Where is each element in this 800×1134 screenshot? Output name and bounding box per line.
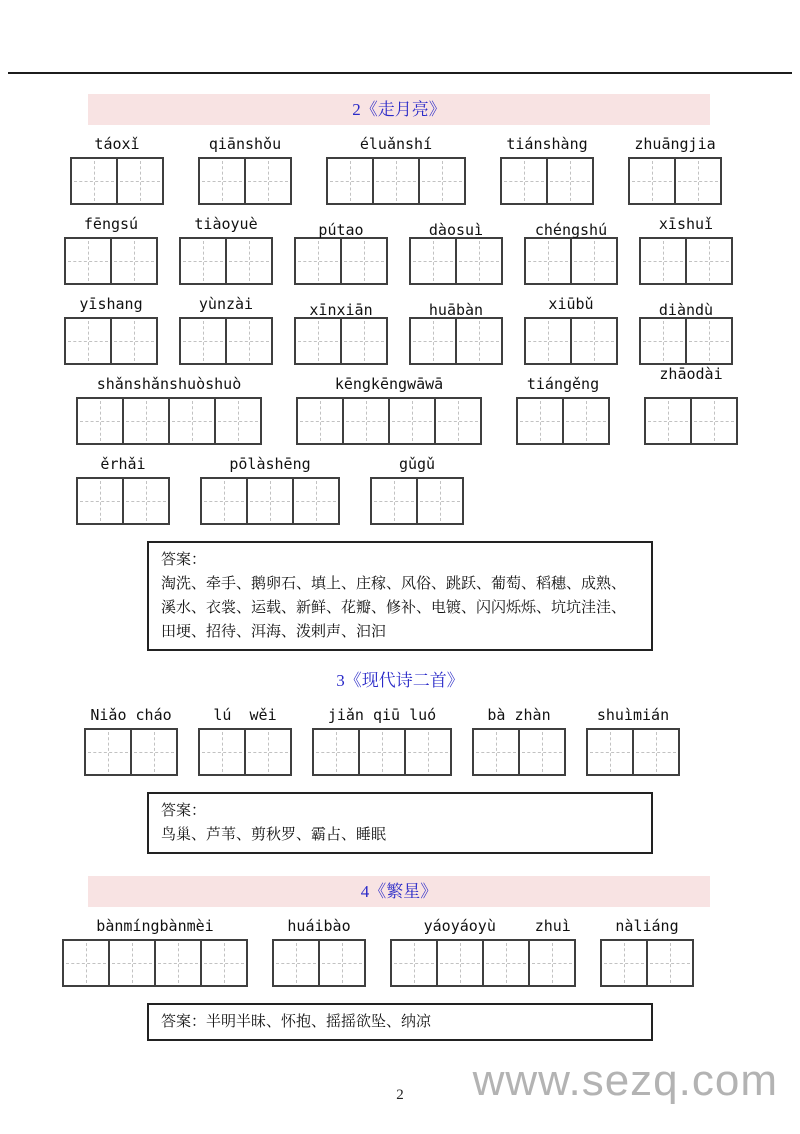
word-item bbox=[409, 294, 503, 365]
grid-cell bbox=[168, 399, 214, 443]
word-item bbox=[472, 705, 566, 776]
grid-cell bbox=[122, 479, 168, 523]
writing-grid bbox=[628, 157, 722, 205]
writing-grid bbox=[70, 157, 164, 205]
grid-cell bbox=[78, 399, 122, 443]
grid-cell bbox=[455, 319, 501, 363]
writing-grid bbox=[326, 157, 466, 205]
writing-grid bbox=[294, 237, 388, 285]
grid-cell bbox=[108, 941, 154, 985]
word-item bbox=[76, 454, 170, 525]
grid-cell bbox=[225, 239, 271, 283]
pinyin-label: nàliáng bbox=[615, 917, 679, 935]
grid-cell bbox=[526, 239, 570, 283]
grid-cell bbox=[388, 399, 434, 443]
writing-grid bbox=[272, 939, 366, 987]
grid-cell bbox=[72, 159, 116, 203]
pinyin-label: lú wěi bbox=[213, 706, 277, 724]
grid-cell bbox=[214, 399, 260, 443]
section-title: 2《走月亮》 bbox=[88, 94, 710, 125]
writing-grid bbox=[390, 939, 576, 987]
word-item bbox=[179, 214, 273, 285]
grid-cell bbox=[372, 479, 416, 523]
answer-box bbox=[147, 541, 653, 651]
grid-cell bbox=[690, 399, 736, 443]
grid-cell bbox=[78, 479, 122, 523]
writing-grid bbox=[472, 728, 566, 776]
pinyin-label: huābàn bbox=[428, 301, 484, 319]
writing-grid bbox=[84, 728, 178, 776]
writing-grid bbox=[179, 317, 273, 365]
pinyin-label: éluǎnshí bbox=[359, 135, 433, 153]
answer-box bbox=[147, 1003, 653, 1041]
grid-cell bbox=[86, 730, 130, 774]
grid-cell bbox=[392, 941, 436, 985]
grid-cell bbox=[434, 399, 480, 443]
pinyin-text: zhuì bbox=[534, 917, 571, 935]
word-item bbox=[272, 916, 366, 987]
word-item bbox=[370, 454, 464, 525]
word-row bbox=[0, 214, 800, 285]
grid-cell bbox=[244, 730, 290, 774]
word-item bbox=[600, 916, 694, 987]
pinyin-label: yīshang bbox=[79, 295, 143, 313]
answer-text: 半明半昧、怀抱、摇摇欲坠、纳凉 bbox=[206, 1014, 432, 1030]
grid-cell bbox=[358, 730, 404, 774]
grid-cell bbox=[340, 239, 386, 283]
pinyin-label: chéngshú bbox=[534, 221, 608, 239]
writing-grid bbox=[294, 317, 388, 365]
pinyin-label: tiángěng bbox=[526, 375, 600, 393]
section-title: 4《繁星》 bbox=[88, 876, 710, 907]
word-item bbox=[296, 374, 482, 445]
word-item bbox=[84, 705, 178, 776]
word-item bbox=[628, 134, 722, 205]
grid-cell bbox=[588, 730, 632, 774]
pinyin-label: yùnzài bbox=[198, 295, 254, 313]
word-row bbox=[0, 365, 800, 445]
pinyin-label: pōlàshēng bbox=[229, 455, 311, 473]
grid-cell bbox=[154, 941, 200, 985]
writing-grid bbox=[62, 939, 248, 987]
writing-grid bbox=[312, 728, 452, 776]
top-rule bbox=[8, 72, 792, 74]
pinyin-label: xiūbǔ bbox=[548, 295, 594, 313]
word-item bbox=[500, 134, 594, 205]
grid-cell bbox=[246, 479, 292, 523]
writing-grid bbox=[409, 237, 503, 285]
word-item bbox=[70, 134, 164, 205]
pinyin-label: shǎnshǎnshuòshuò bbox=[96, 375, 242, 393]
word-row bbox=[0, 454, 800, 525]
grid-cell bbox=[372, 159, 418, 203]
pinyin-label: zhuāngjia bbox=[634, 135, 716, 153]
writing-grid bbox=[524, 237, 618, 285]
grid-cell bbox=[328, 159, 372, 203]
word-item bbox=[198, 134, 292, 205]
grid-cell bbox=[225, 319, 271, 363]
grid-cell bbox=[416, 479, 462, 523]
grid-cell bbox=[318, 941, 364, 985]
grid-cell bbox=[296, 239, 340, 283]
pinyin-label: bà zhàn bbox=[487, 706, 551, 724]
word-item bbox=[179, 294, 273, 365]
pinyin-label: qiānshǒu bbox=[208, 135, 282, 153]
word-item bbox=[524, 294, 618, 365]
writing-grid bbox=[64, 317, 158, 365]
pinyin-label: zhāodài bbox=[659, 365, 723, 383]
pinyin-label: fēngsú bbox=[83, 215, 139, 233]
grid-cell bbox=[66, 239, 110, 283]
word-item bbox=[62, 916, 248, 987]
grid-cell bbox=[202, 479, 246, 523]
grid-cell bbox=[562, 399, 608, 443]
pinyin-label: tiánshàng bbox=[506, 135, 588, 153]
grid-cell bbox=[646, 941, 692, 985]
word-row bbox=[0, 134, 800, 205]
answer-box bbox=[147, 792, 653, 854]
grid-cell bbox=[122, 399, 168, 443]
grid-cell bbox=[418, 159, 464, 203]
grid-cell bbox=[641, 239, 685, 283]
writing-grid bbox=[524, 317, 618, 365]
word-item bbox=[326, 134, 466, 205]
answer-label: 答案： bbox=[161, 803, 207, 819]
writing-grid bbox=[76, 397, 262, 445]
grid-cell bbox=[200, 941, 246, 985]
grid-cell bbox=[200, 730, 244, 774]
pinyin-label: dàosuì bbox=[428, 221, 484, 239]
grid-cell bbox=[130, 730, 176, 774]
grid-cell bbox=[181, 239, 225, 283]
answer-label: 答案： bbox=[161, 552, 207, 568]
word-item bbox=[409, 214, 503, 285]
pinyin-label: pútao bbox=[318, 221, 364, 239]
writing-grid bbox=[200, 477, 340, 525]
grid-cell bbox=[518, 730, 564, 774]
word-item bbox=[312, 705, 452, 776]
word-row bbox=[0, 705, 800, 776]
grid-cell bbox=[314, 730, 358, 774]
writing-grid bbox=[198, 728, 292, 776]
word-row bbox=[0, 916, 800, 987]
section-lesson-3 bbox=[0, 665, 800, 854]
grid-cell bbox=[298, 399, 342, 443]
writing-grid bbox=[64, 237, 158, 285]
watermark: www.sezq.com bbox=[472, 1056, 778, 1105]
section-lesson-4 bbox=[0, 876, 800, 1041]
grid-cell bbox=[436, 941, 482, 985]
word-item bbox=[294, 294, 388, 365]
pinyin-label: táoxǐ bbox=[94, 135, 140, 153]
grid-cell bbox=[342, 399, 388, 443]
word-item bbox=[294, 214, 388, 285]
section-title: 3《现代诗二首》 bbox=[336, 671, 464, 690]
writing-grid bbox=[639, 237, 733, 285]
pinyin-label: diàndù bbox=[658, 301, 714, 319]
pinyin-label: jiǎn qiū luó bbox=[327, 706, 437, 724]
grid-cell bbox=[296, 319, 340, 363]
grid-cell bbox=[110, 239, 156, 283]
word-item bbox=[390, 916, 576, 987]
word-item bbox=[64, 294, 158, 365]
grid-cell bbox=[674, 159, 720, 203]
word-item bbox=[198, 705, 292, 776]
grid-cell bbox=[116, 159, 162, 203]
pinyin-label: Niǎo cháo bbox=[90, 706, 172, 724]
writing-grid bbox=[179, 237, 273, 285]
grid-cell bbox=[292, 479, 338, 523]
grid-cell bbox=[474, 730, 518, 774]
grid-cell bbox=[482, 941, 528, 985]
word-item bbox=[639, 294, 733, 365]
grid-cell bbox=[502, 159, 546, 203]
page-number: 2 bbox=[396, 1087, 404, 1103]
grid-cell bbox=[404, 730, 450, 774]
section-lesson-2 bbox=[0, 94, 800, 651]
grid-cell bbox=[602, 941, 646, 985]
grid-cell bbox=[641, 319, 685, 363]
answer-text: 淘洗、牵手、鹅卵石、填上、庄稼、风俗、跳跃、葡萄、稻穗、成熟、溪水、衣裳、运载、新鲜、花瓣、修补、电镀、闪闪烁烁、坑坑洼洼、田埂、招待、洱海、泼剌声、汩汩 bbox=[161, 576, 627, 640]
grid-cell bbox=[646, 399, 690, 443]
writing-grid bbox=[370, 477, 464, 525]
grid-cell bbox=[685, 319, 731, 363]
pinyin-label: xīshuǐ bbox=[658, 215, 714, 233]
word-item bbox=[516, 374, 610, 445]
pinyin-label: gǔgǔ bbox=[398, 455, 436, 473]
word-item bbox=[524, 214, 618, 285]
writing-grid bbox=[600, 939, 694, 987]
pinyin-label: tiàoyuè bbox=[194, 215, 258, 233]
pinyin-label: ěrhǎi bbox=[100, 455, 146, 473]
grid-cell bbox=[685, 239, 731, 283]
pinyin-label bbox=[390, 916, 576, 939]
writing-grid bbox=[639, 317, 733, 365]
answer-label: 答案： bbox=[161, 1014, 207, 1030]
grid-cell bbox=[455, 239, 501, 283]
grid-cell bbox=[244, 159, 290, 203]
grid-cell bbox=[274, 941, 318, 985]
answer-text: 鸟巢、芦苇、剪秋罗、霸占、睡眠 bbox=[161, 827, 387, 843]
word-item bbox=[586, 705, 680, 776]
pinyin-label: xīnxiān bbox=[309, 301, 373, 319]
grid-cell bbox=[66, 319, 110, 363]
grid-cell bbox=[528, 941, 574, 985]
word-row bbox=[0, 294, 800, 365]
pinyin-text: yáoyáoyù bbox=[423, 917, 496, 935]
writing-grid bbox=[500, 157, 594, 205]
pinyin-label: kēngkēngwāwā bbox=[334, 375, 444, 393]
word-item bbox=[639, 214, 733, 285]
worksheet bbox=[0, 94, 800, 1104]
writing-grid bbox=[296, 397, 482, 445]
writing-grid bbox=[409, 317, 503, 365]
writing-grid bbox=[586, 728, 680, 776]
pinyin-label: bànmíngbànmèi bbox=[96, 917, 214, 935]
word-item bbox=[644, 365, 738, 445]
grid-cell bbox=[64, 941, 108, 985]
writing-grid bbox=[516, 397, 610, 445]
grid-cell bbox=[340, 319, 386, 363]
grid-cell bbox=[632, 730, 678, 774]
grid-cell bbox=[181, 319, 225, 363]
grid-cell bbox=[546, 159, 592, 203]
grid-cell bbox=[518, 399, 562, 443]
grid-cell bbox=[570, 239, 616, 283]
grid-cell bbox=[411, 239, 455, 283]
grid-cell bbox=[630, 159, 674, 203]
grid-cell bbox=[200, 159, 244, 203]
grid-cell bbox=[411, 319, 455, 363]
writing-grid bbox=[198, 157, 292, 205]
grid-cell bbox=[570, 319, 616, 363]
word-item bbox=[200, 454, 340, 525]
writing-grid bbox=[76, 477, 170, 525]
pinyin-label: huáibào bbox=[287, 917, 351, 935]
writing-grid bbox=[644, 397, 738, 445]
word-item bbox=[76, 374, 262, 445]
pinyin-label: shuìmián bbox=[596, 706, 670, 724]
grid-cell bbox=[526, 319, 570, 363]
word-item bbox=[64, 214, 158, 285]
grid-cell bbox=[110, 319, 156, 363]
